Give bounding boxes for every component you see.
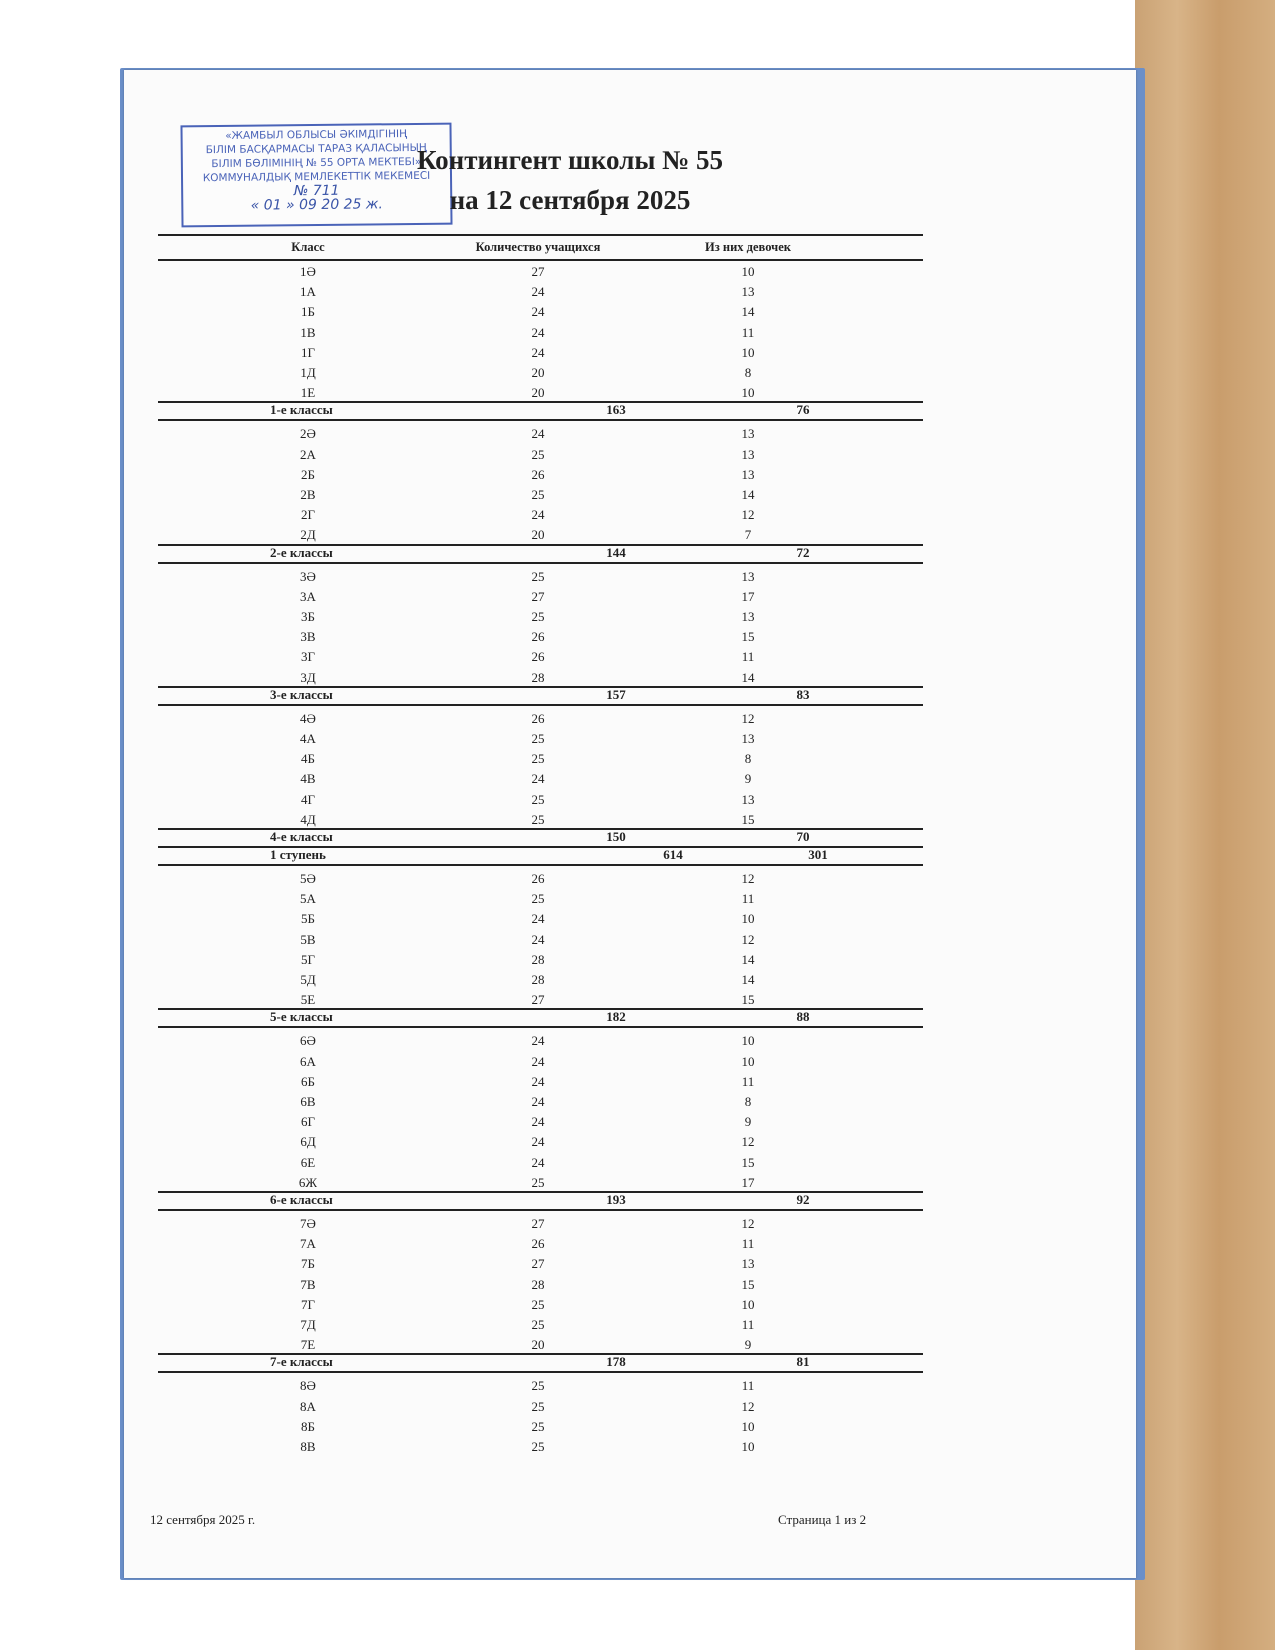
girls-count: 14 bbox=[741, 951, 755, 967]
girls-count: 13 bbox=[741, 731, 755, 746]
students-count: 26 bbox=[531, 871, 545, 886]
table-row bbox=[158, 1399, 923, 1419]
class-name: 5Д bbox=[300, 972, 316, 987]
table-rule bbox=[158, 259, 923, 261]
girls-count: 14 bbox=[741, 487, 755, 502]
girls-count: 13 bbox=[741, 568, 755, 584]
class-name: 2А bbox=[300, 446, 316, 462]
summary-label: 4-е классы bbox=[270, 829, 333, 844]
girls-count: 9 bbox=[744, 1114, 752, 1130]
table-row bbox=[158, 467, 923, 487]
summary-girls: 92 bbox=[796, 1192, 810, 1207]
summary-students: 163 bbox=[606, 402, 626, 418]
table-rule bbox=[158, 419, 923, 421]
students-count: 25 bbox=[531, 1296, 545, 1312]
table-row bbox=[158, 345, 923, 365]
title-line-2: на 12 сентября 2025 bbox=[449, 185, 691, 215]
header-girls: Из них девочек bbox=[705, 240, 791, 254]
students-count: 25 bbox=[531, 1398, 545, 1414]
students-count: 28 bbox=[531, 669, 545, 685]
table-rule bbox=[158, 562, 923, 564]
summary-label: 5-е классы bbox=[270, 1009, 333, 1025]
class-name: 1Б bbox=[301, 304, 315, 320]
table-row bbox=[158, 507, 923, 527]
footer-date: 12 сентября 2025 г. bbox=[150, 1512, 256, 1527]
students-count: 25 bbox=[531, 731, 545, 746]
class-name: 4Ә bbox=[300, 710, 316, 726]
students-count: 24 bbox=[531, 1033, 545, 1049]
stage-label: 1 ступень bbox=[270, 847, 326, 862]
table-row bbox=[158, 1277, 923, 1297]
class-name: 8В bbox=[300, 1439, 316, 1454]
students-count: 24 bbox=[531, 304, 545, 320]
class-name: 5Е bbox=[300, 992, 316, 1008]
students-count: 24 bbox=[531, 1053, 545, 1069]
table-row bbox=[158, 487, 923, 507]
summary-girls: 88 bbox=[796, 1009, 810, 1025]
table-row bbox=[158, 911, 923, 931]
class-name: 1Г bbox=[300, 344, 315, 360]
girls-count: 11 bbox=[741, 891, 755, 907]
class-name: 4Б bbox=[301, 751, 315, 767]
table-row bbox=[158, 771, 923, 791]
table-rule bbox=[158, 1026, 923, 1028]
class-name: 4Г bbox=[300, 791, 315, 807]
class-name: 3Д bbox=[300, 669, 316, 685]
class-name: 5Б bbox=[301, 911, 315, 927]
students-count: 24 bbox=[531, 1073, 545, 1089]
girls-count: 10 bbox=[741, 1033, 755, 1049]
class-name: 5Ә bbox=[300, 871, 316, 886]
page-title bbox=[400, 140, 740, 220]
students-count: 26 bbox=[531, 1236, 545, 1252]
table-row bbox=[158, 365, 923, 385]
students-count: 24 bbox=[531, 507, 545, 523]
students-count: 20 bbox=[531, 527, 545, 543]
table-row bbox=[158, 1033, 923, 1053]
students-count: 27 bbox=[531, 264, 545, 279]
students-count: 25 bbox=[531, 791, 545, 807]
table-row bbox=[158, 1256, 923, 1276]
table-row bbox=[158, 1134, 923, 1154]
summary-label: 7-е классы bbox=[270, 1354, 333, 1370]
summary-students: 193 bbox=[606, 1192, 626, 1207]
class-name: 2Ә bbox=[300, 426, 316, 442]
table-row bbox=[158, 952, 923, 972]
students-count: 24 bbox=[531, 1094, 545, 1109]
girls-count: 11 bbox=[741, 1317, 755, 1332]
students-count: 28 bbox=[531, 1276, 545, 1292]
table-rule bbox=[158, 704, 923, 706]
girls-count: 10 bbox=[741, 385, 755, 401]
summary-students: 157 bbox=[606, 686, 626, 702]
class-name: 5Г bbox=[300, 951, 315, 967]
girls-count: 10 bbox=[741, 1439, 755, 1454]
table-row bbox=[158, 1114, 923, 1134]
header-students: Количество учащихся bbox=[475, 240, 601, 254]
girls-count: 11 bbox=[741, 649, 755, 665]
stage-students: 614 bbox=[663, 847, 683, 862]
class-name: 8А bbox=[300, 1398, 316, 1414]
class-name: 6Ә bbox=[300, 1033, 316, 1049]
girls-count: 11 bbox=[741, 1378, 755, 1394]
girls-count: 15 bbox=[741, 629, 755, 645]
students-count: 24 bbox=[531, 931, 545, 947]
table-row bbox=[158, 1155, 923, 1175]
girls-count: 13 bbox=[741, 609, 755, 624]
girls-count: 9 bbox=[744, 771, 752, 787]
class-name: 6Б bbox=[301, 1073, 315, 1089]
class-name: 6В bbox=[300, 1094, 316, 1109]
class-name: 8Ә bbox=[300, 1378, 316, 1394]
class-name: 3В bbox=[300, 629, 316, 645]
table-row bbox=[158, 1378, 923, 1398]
class-name: 7Б bbox=[301, 1256, 315, 1272]
class-name: 1А bbox=[300, 284, 316, 300]
students-count: 25 bbox=[531, 568, 545, 584]
students-count: 25 bbox=[531, 1418, 545, 1434]
students-count: 24 bbox=[531, 771, 545, 787]
stamp-date: « 01 » 09 20 25 ж. bbox=[250, 196, 384, 214]
table-row bbox=[158, 1074, 923, 1094]
class-name: 1Е bbox=[300, 385, 316, 401]
class-name: 8Б bbox=[301, 1418, 315, 1434]
title-line-1: Контингент школы № 55 bbox=[416, 145, 724, 175]
girls-count: 10 bbox=[741, 1296, 755, 1312]
students-count: 28 bbox=[531, 972, 545, 987]
students-count: 24 bbox=[531, 426, 545, 442]
girls-count: 13 bbox=[741, 466, 755, 482]
students-count: 26 bbox=[531, 649, 545, 665]
class-name: 3Ә bbox=[300, 568, 316, 584]
class-name: 1Д bbox=[300, 365, 316, 380]
table-row bbox=[158, 304, 923, 324]
summary-students: 178 bbox=[606, 1354, 626, 1370]
students-count: 24 bbox=[531, 324, 545, 340]
class-name: 5А bbox=[300, 891, 316, 907]
girls-count: 11 bbox=[741, 1236, 755, 1252]
students-count: 24 bbox=[531, 344, 545, 360]
girls-count: 13 bbox=[741, 446, 755, 462]
class-name: 1Ә bbox=[300, 264, 316, 279]
summary-label: 2-е классы bbox=[270, 544, 333, 560]
table-row bbox=[158, 711, 923, 731]
students-count: 25 bbox=[531, 1378, 545, 1394]
class-name: 2Б bbox=[301, 466, 315, 482]
students-count: 25 bbox=[531, 751, 545, 767]
class-name: 2В bbox=[300, 487, 316, 502]
students-count: 26 bbox=[531, 629, 545, 645]
girls-count: 12 bbox=[741, 931, 755, 947]
students-count: 27 bbox=[531, 1256, 545, 1272]
table-row bbox=[158, 1419, 923, 1439]
girls-count: 12 bbox=[741, 871, 755, 886]
class-name: 7В bbox=[300, 1276, 316, 1292]
table-row bbox=[158, 649, 923, 669]
class-name: 3Г bbox=[300, 649, 315, 665]
summary-students: 150 bbox=[606, 829, 626, 844]
girls-count: 10 bbox=[741, 344, 755, 360]
class-name: 6Е bbox=[300, 1154, 316, 1170]
header-class: Класс bbox=[291, 240, 325, 254]
table-row bbox=[158, 629, 923, 649]
class-name: 6Г bbox=[300, 1114, 315, 1130]
table-row bbox=[158, 792, 923, 812]
table-row bbox=[158, 1439, 923, 1459]
class-name: 7А bbox=[300, 1236, 316, 1252]
girls-count: 17 bbox=[741, 1174, 755, 1190]
stamp-line: КОММУНАЛДЫҚ МЕМЛЕКЕТТІК МЕКЕМЕСІ bbox=[202, 169, 431, 185]
table-row bbox=[158, 932, 923, 952]
students-count: 26 bbox=[531, 710, 545, 726]
girls-count: 14 bbox=[741, 972, 755, 987]
table-row bbox=[158, 731, 923, 751]
girls-count: 15 bbox=[741, 1154, 755, 1170]
students-count: 25 bbox=[531, 811, 545, 827]
table-row bbox=[158, 871, 923, 891]
summary-students: 144 bbox=[606, 544, 626, 560]
students-count: 24 bbox=[531, 1154, 545, 1170]
girls-count: 12 bbox=[741, 1134, 755, 1150]
table-rule bbox=[158, 234, 923, 236]
footer-page-number: Страница 1 из 2 bbox=[778, 1512, 867, 1527]
table-rule bbox=[158, 1209, 923, 1211]
class-name: 4Д bbox=[300, 811, 316, 827]
class-name: 7Г bbox=[300, 1296, 315, 1312]
girls-count: 8 bbox=[744, 1094, 752, 1109]
class-name: 2Д bbox=[300, 527, 316, 543]
students-count: 25 bbox=[531, 891, 545, 907]
girls-count: 10 bbox=[741, 1418, 755, 1434]
class-name: 1В bbox=[300, 324, 316, 340]
summary-girls: 81 bbox=[796, 1354, 810, 1370]
students-count: 25 bbox=[531, 446, 545, 462]
summary-label: 1-е классы bbox=[270, 402, 333, 418]
girls-count: 7 bbox=[744, 527, 752, 543]
girls-count: 11 bbox=[741, 324, 755, 340]
table-row bbox=[158, 1216, 923, 1236]
summary-label: 6-е классы bbox=[270, 1192, 333, 1207]
class-name: 6А bbox=[300, 1053, 316, 1069]
students-count: 27 bbox=[531, 1216, 545, 1231]
girls-count: 12 bbox=[741, 1398, 755, 1414]
table-row bbox=[158, 1236, 923, 1256]
students-count: 27 bbox=[531, 588, 545, 604]
students-count: 20 bbox=[531, 385, 545, 401]
girls-count: 13 bbox=[741, 791, 755, 807]
students-count: 25 bbox=[531, 1174, 545, 1190]
summary-girls: 76 bbox=[796, 402, 810, 418]
stage-girls: 301 bbox=[808, 847, 828, 862]
stamp-line: БІЛІМ БАСҚАРМАСЫ ТАРАЗ ҚАЛАСЫНЫҢ bbox=[205, 141, 427, 157]
table-row bbox=[158, 264, 923, 284]
class-name: 4В bbox=[300, 771, 316, 787]
class-name: 7Ә bbox=[300, 1216, 316, 1231]
class-name: 7Д bbox=[300, 1317, 316, 1332]
summary-students: 182 bbox=[606, 1009, 626, 1025]
table-row bbox=[158, 891, 923, 911]
summary-girls: 70 bbox=[796, 829, 810, 844]
summary-girls: 83 bbox=[796, 686, 810, 702]
students-count: 25 bbox=[531, 1439, 545, 1454]
summary-girls: 72 bbox=[796, 544, 810, 560]
stamp-number: № 711 bbox=[293, 182, 340, 200]
table-rule bbox=[158, 1371, 923, 1373]
students-count: 25 bbox=[531, 1317, 545, 1332]
girls-count: 15 bbox=[741, 1276, 755, 1292]
girls-count: 8 bbox=[744, 365, 752, 380]
class-name: 2Г bbox=[300, 507, 315, 523]
students-count: 26 bbox=[531, 466, 545, 482]
girls-count: 12 bbox=[741, 1216, 755, 1231]
class-name: 4А bbox=[300, 731, 316, 746]
girls-count: 10 bbox=[741, 1053, 755, 1069]
students-count: 27 bbox=[531, 992, 545, 1008]
students-count: 20 bbox=[531, 1337, 545, 1353]
girls-count: 9 bbox=[744, 1337, 752, 1353]
class-name: 3Б bbox=[301, 609, 315, 624]
table-rule bbox=[158, 864, 923, 866]
table-row bbox=[158, 1297, 923, 1317]
girls-count: 10 bbox=[741, 264, 755, 279]
girls-count: 13 bbox=[741, 1256, 755, 1272]
stamp-line: «ЖАМБЫЛ ОБЛЫСЫ ӘКІМДІГІНІҢ bbox=[225, 128, 408, 142]
girls-count: 8 bbox=[744, 751, 752, 767]
girls-count: 10 bbox=[741, 911, 755, 927]
girls-count: 15 bbox=[741, 992, 755, 1008]
table-row bbox=[158, 589, 923, 609]
students-count: 25 bbox=[531, 609, 545, 624]
girls-count: 13 bbox=[741, 284, 755, 300]
students-count: 28 bbox=[531, 951, 545, 967]
girls-count: 12 bbox=[741, 507, 755, 523]
class-name: 5В bbox=[300, 931, 316, 947]
table-row bbox=[158, 1094, 923, 1114]
summary-label: 3-е классы bbox=[270, 686, 333, 702]
table-row bbox=[158, 972, 923, 992]
wood-background bbox=[1135, 0, 1275, 1650]
girls-count: 11 bbox=[741, 1073, 755, 1089]
girls-count: 13 bbox=[741, 426, 755, 442]
girls-count: 15 bbox=[741, 811, 755, 827]
girls-count: 14 bbox=[741, 304, 755, 320]
table-row bbox=[158, 426, 923, 446]
table-row bbox=[158, 1317, 923, 1337]
table-row bbox=[158, 751, 923, 771]
girls-count: 14 bbox=[741, 669, 755, 685]
table-row bbox=[158, 569, 923, 589]
girls-count: 17 bbox=[741, 588, 755, 604]
class-name: 6Ж bbox=[298, 1174, 318, 1190]
class-name: 7Е bbox=[300, 1337, 316, 1353]
students-count: 20 bbox=[531, 365, 545, 380]
table-row bbox=[158, 1054, 923, 1074]
students-count: 24 bbox=[531, 1114, 545, 1130]
table-row bbox=[158, 609, 923, 629]
students-count: 25 bbox=[531, 487, 545, 502]
students-count: 24 bbox=[531, 284, 545, 300]
class-name: 6Д bbox=[300, 1134, 316, 1150]
students-count: 24 bbox=[531, 1134, 545, 1150]
stamp-line: БІЛІМ БӨЛІМІНІҢ № 55 ОРТА МЕКТЕБІ» bbox=[211, 155, 422, 171]
table-row bbox=[158, 325, 923, 345]
table-row bbox=[158, 447, 923, 467]
class-name: 3А bbox=[300, 588, 316, 604]
table-row bbox=[158, 284, 923, 304]
girls-count: 12 bbox=[741, 710, 755, 726]
table-header bbox=[158, 240, 923, 260]
students-count: 24 bbox=[531, 911, 545, 927]
